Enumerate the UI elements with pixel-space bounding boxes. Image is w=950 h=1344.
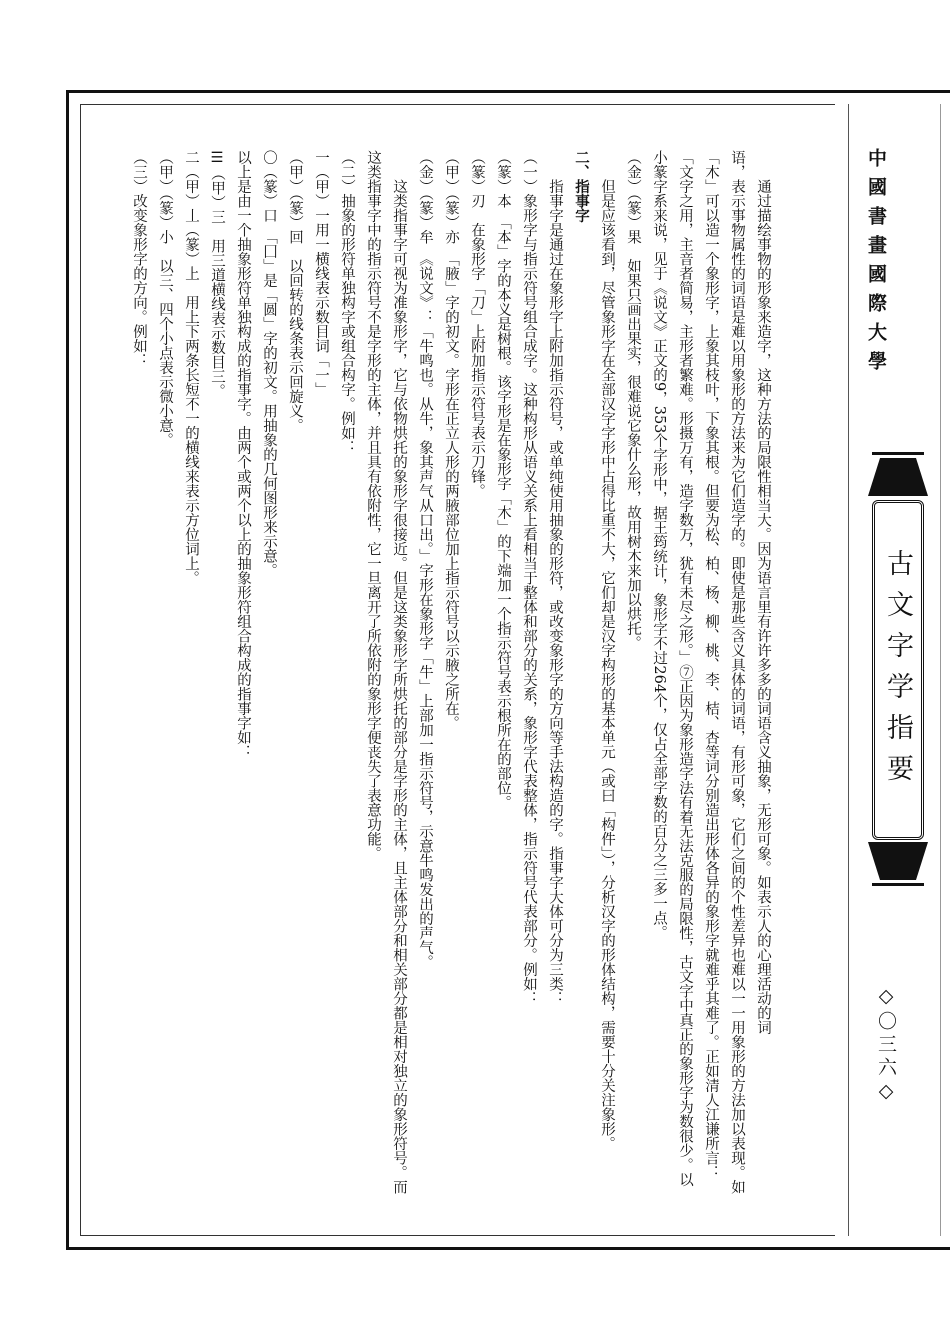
example-xiao: （甲）（篆）小 以三、四个小点表示微小意。 [157,150,173,448]
intro-line: 通过描绘事物的形象来造字，这种方法的局限性相当大。因为语言里有许许多多的词语含义抽象，无形可象。如表示人的心理活动的词 [755,179,771,1035]
title-cap-rule-bottom [872,883,924,886]
example-fruit: （金）（篆）果 如果只画出果实，很难说它象什么形，故用树木来加以烘托。 [625,150,641,651]
example-mou: （金）（篆）牟 《说文》：「牛鸣也。从牛，象其声气从口出。」字形在象形字「牛」上部加一指示符号，示意牛鸣发出的声气。 [417,150,433,970]
paragraph-7: 以上是由一个抽象形符单独构成的指事字。由两个或两个以上的抽象形符组合构成的指事字如： [235,150,251,759]
sidebar-divider [848,104,849,1236]
sidebar-outer-rule [940,104,941,1236]
example-san: ☰（甲）三 用三道横线表示数目三。 [209,150,225,398]
section-heading: 二、指事字 [573,150,589,223]
page-number: ◇〇三六◇ [875,985,897,1106]
example-wei: 〇（篆）口 「囗」是「圆」字的初文。用抽象的几何图形来示意。 [261,150,277,578]
example-shang: 二（甲）丄（篆）上 用上下两条长短不一的横线来表示方位词上。 [183,150,199,585]
example-ren: （篆）刃 在象形字「刀」上附加指示符号表示刀锋。 [469,150,485,498]
main-text [96,150,776,1200]
paragraph-2: 但是应该看到，尽管象形字在全部汉字字形中占得比重不大，它们却是汉字构形的基本单元（或曰「构件」），分析汉字的形体结构，需要十分关注象形。 [599,179,615,1151]
paragraph-4: （一）象形字与指示符号组合成字。这种构形从语义关系上看相当于整体和部分的关系，象形字代表整体，指示符号代表部分。例如： [521,150,537,1006]
book-title: 古文字学指要 [882,549,913,795]
paragraph-1: 语，表示事物属性的词语是难以用象形的方法来为它们造字的。即使是那些含义具体的词语，有形可象，它们之间的个性差异也难以一一用象形的方法加以表现。如「木」可以造一个象形字，上象其枝叶，下象其根。但要为松、柏、杨、柳、桃、李、桔、杏等词分别造出形体各异的象形字就难乎其难了。正如清人江谦所言：「文字之用，主音者简易，主形者繁难。形摄万有，造字数万，犹有未尽之形。」⑦正因为象形造字法有着无法克服的局限性，古文字中真正的象形字为数很少。以小篆字系来说，见于《说文》正文的9，353个字形中，据王筠统计，象形字不过264个，仅占全部字数的百分之三多一点。 [651,150,745,1194]
title-cap-rule-top [872,452,924,455]
example-hui: （甲）（篆）回 以回转的线条表示回旋义。 [287,150,303,433]
paragraph-3: 指事字是通过在象形字上附加指示符号，或单纯使用抽象的形符，或改变象形字的方向等手法构造的字。指事字大体可分为三类： [547,179,563,1006]
example-yi1: 一（甲）一用一横线表示数目词「一」 [313,150,329,397]
example-ben: （篆）本 「本」字的本义是树根。该字形是在象形字「木」的下端加一个指示符号表示根所在的部位。 [495,150,511,810]
paragraph-8: （三）改变象形字的方向。例如： [131,150,147,368]
example-yi: （甲）（篆）亦 「腋」字的初文。字形在正立人形的两腋部位加上指示符号以示腋之所在。 [443,150,459,730]
university-name: 中國書畫國際大學 [865,148,887,380]
paragraph-5: 这类指事字可视为准象形字，它与依物烘托的象形字很接近。但是这类象形字所烘托的部分是字形的主体，且主体部分和相关部分都是相对独立的象形符号。而这类指事字中的指示符号不是字形的主体，并且具有依附性，它一旦离开了所依附的象形字便丧失了表意功能。 [365,150,407,1194]
paragraph-6: （二）抽象的形符单独构字或组合构字。例如： [339,150,355,455]
